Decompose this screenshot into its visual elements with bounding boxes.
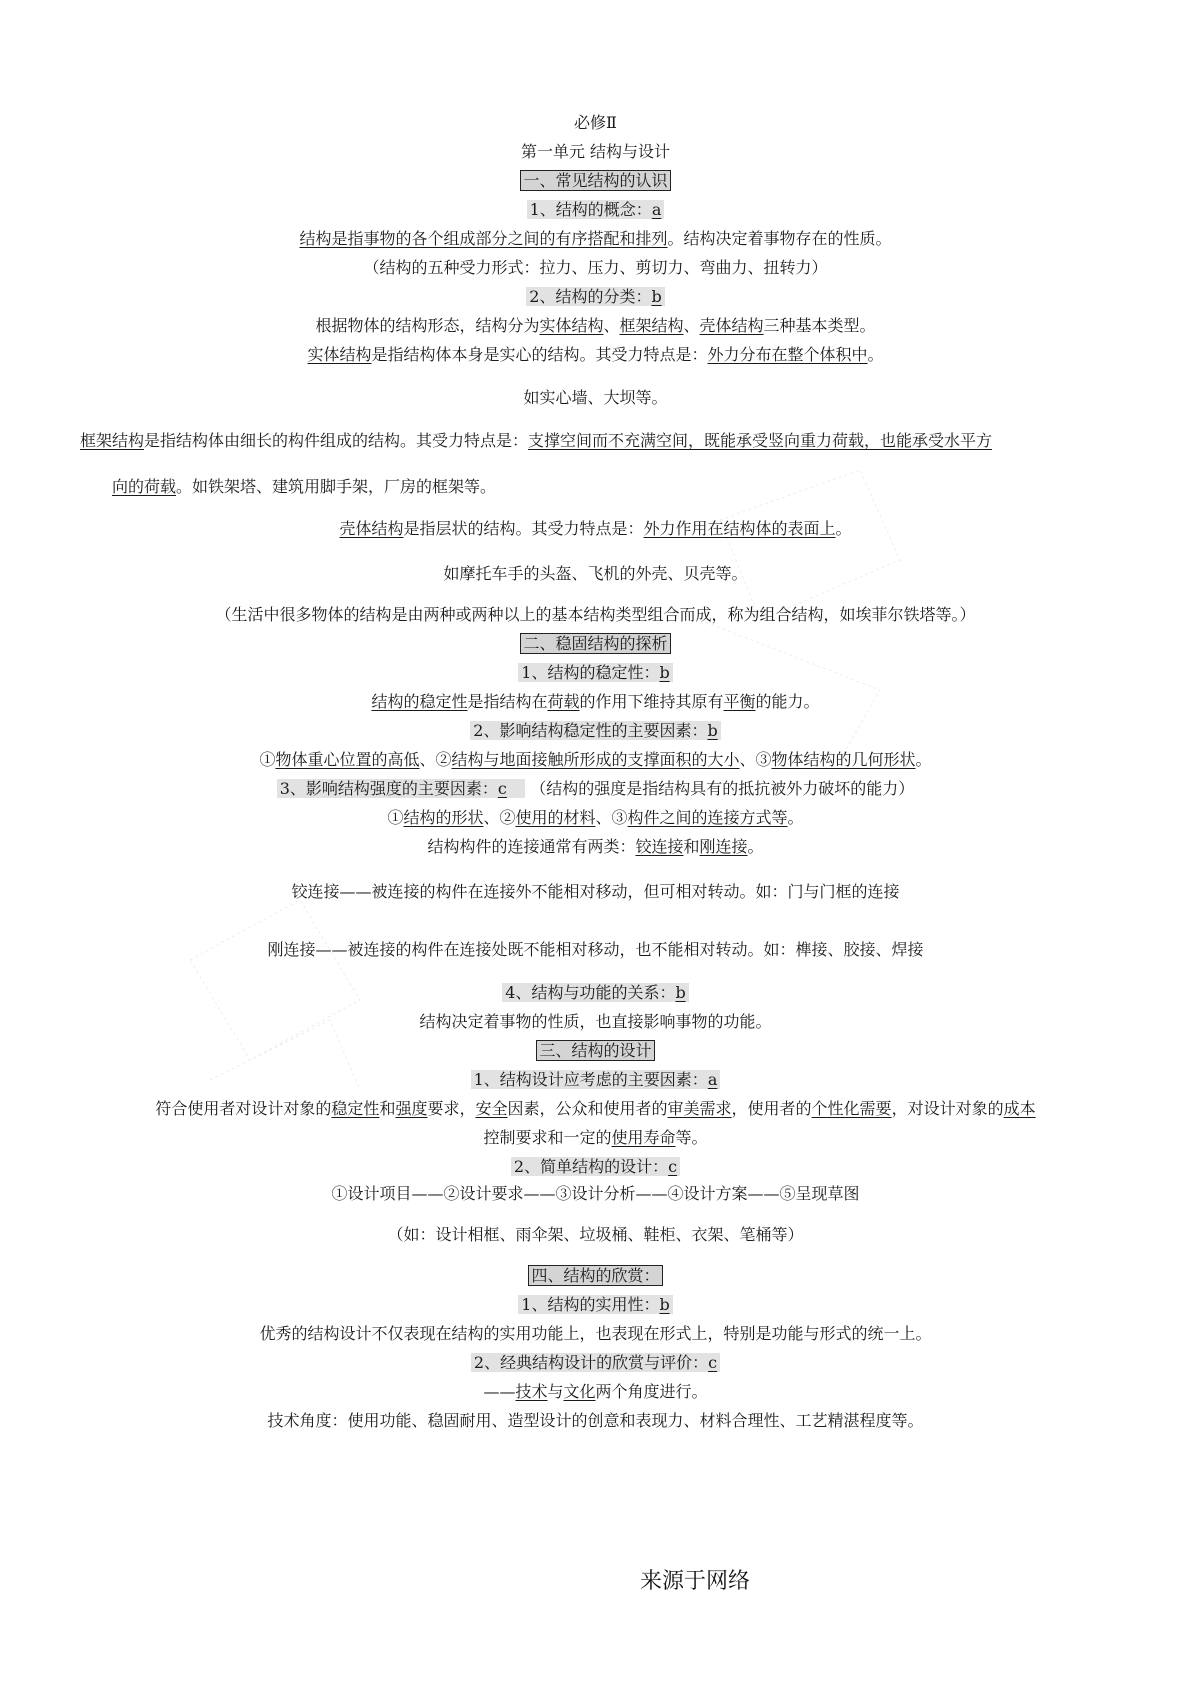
s2-item3-heading: 3、影响结构强度的主要因素：c （结构的强度是指结构具有的抵抗被外力破坏的能力） bbox=[0, 778, 1191, 800]
s1-forces: （结构的五种受力形式：拉力、压力、剪切力、弯曲力、扭转力） bbox=[363, 258, 828, 277]
s2-item4-heading: 4、结构与功能的关系：b bbox=[0, 982, 1191, 1004]
s2-strength-factors: ①结构的形状、②使用的材料、③构件之间的连接方式等。 bbox=[387, 808, 804, 827]
section4-heading: 四、结构的欣赏： bbox=[0, 1265, 1191, 1287]
s1-item2-heading: 2、结构的分类：b bbox=[0, 286, 1191, 308]
s4-practicality: 优秀的结构设计不仅表现在结构的实用功能上，也表现在形式上，特别是功能与形式的统一上。 bbox=[259, 1324, 932, 1343]
s3-design-factors-cont: 控制要求和一定的使用寿命等。 bbox=[483, 1128, 708, 1147]
level-badge: b bbox=[659, 663, 670, 682]
s2-hinge-connection: 铰连接——被连接的构件在连接外不能相对移动，但可相对转动。如：门与门框的连接 bbox=[291, 882, 900, 901]
s4-angles: ——技术与文化两个角度进行。 bbox=[483, 1382, 708, 1401]
level-badge: c bbox=[497, 779, 507, 798]
s3-design-steps: ①设计项目——②设计要求——③设计分析——④设计方案——⑤呈现草图 bbox=[331, 1184, 860, 1203]
level-badge: a bbox=[707, 1070, 718, 1089]
s4-technical-angle: 技术角度：使用功能、稳固耐用、造型设计的创意和表现力、材料合理性、工艺精湛程度等。 bbox=[267, 1411, 924, 1430]
s2-item2-heading: 2、影响结构稳定性的主要因素：b bbox=[0, 720, 1191, 742]
s2-stability-factors: ①物体重心位置的高低、②结构与地面接触所形成的支撑面积的大小、③物体结构的几何形状。 bbox=[259, 750, 932, 769]
level-badge: b bbox=[707, 721, 718, 740]
s3-design-examples: （如：设计相框、雨伞架、垃圾桶、鞋柜、衣架、笔桶等） bbox=[387, 1225, 804, 1244]
s2-rigid-connection: 刚连接——被连接的构件在连接处既不能相对移动，也不能相对转动。如：榫接、胶接、焊接 bbox=[267, 940, 924, 959]
section1-heading: 一、常见结构的认识 bbox=[0, 170, 1191, 192]
s3-item1-heading: 1、结构设计应考虑的主要因素：a bbox=[0, 1069, 1191, 1091]
section3-heading: 三、结构的设计 bbox=[0, 1040, 1191, 1062]
s1-shell-structure: 壳体结构是指层状的结构。其受力特点是：外力作用在结构体的表面上。 bbox=[339, 519, 852, 538]
level-badge: c bbox=[668, 1157, 678, 1176]
s3-design-factors: 符合使用者对设计对象的稳定性和强度要求，安全因素，公众和使用者的审美需求，使用者的个性化需要，对设计对象的成本 bbox=[155, 1099, 1036, 1118]
s2-stability-definition: 结构的稳定性是指结构在荷载的作用下维持其原有平衡的能力。 bbox=[371, 692, 820, 711]
s1-shell-example: 如摩托车手的头盔、飞机的外壳、贝壳等。 bbox=[443, 564, 748, 583]
s2-function-relation: 结构决定着事物的性质，也直接影响事物的功能。 bbox=[419, 1012, 772, 1031]
s4-item2-heading: 2、经典结构设计的欣赏与评价：c bbox=[0, 1352, 1191, 1374]
level-badge: c bbox=[708, 1353, 718, 1372]
s1-solid-structure: 实体结构是指结构体本身是实心的结构。其受力特点是：外力分布在整个体积中。 bbox=[307, 345, 884, 364]
s2-connection-types: 结构构件的连接通常有两类：铰连接和刚连接。 bbox=[427, 837, 764, 856]
level-badge: a bbox=[651, 200, 662, 219]
s1-classification: 根据物体的结构形态，结构分为实体结构、框架结构、壳体结构三种基本类型。 bbox=[315, 316, 876, 335]
s1-item1-heading: 1、结构的概念：a bbox=[0, 199, 1191, 221]
s3-item2-heading: 2、简单结构的设计：c bbox=[0, 1156, 1191, 1178]
s1-frame-structure: 框架结构是指结构体由细长的构件组成的结构。其受力特点是：支撑空间而不充满空间，既能承受竖向重力荷载，也能承受水平方 bbox=[80, 431, 993, 450]
section2-heading: 二、稳固结构的探析 bbox=[0, 633, 1191, 655]
level-badge: b bbox=[659, 1295, 670, 1314]
level-badge: b bbox=[675, 983, 686, 1002]
unit-title: 第一单元 结构与设计 bbox=[520, 142, 671, 161]
s4-item1-heading: 1、结构的实用性：b bbox=[0, 1294, 1191, 1316]
s1-definition: 结构是指事物的各个组成部分之间的有序搭配和排列。结构决定着事物存在的性质。 bbox=[299, 229, 892, 248]
source-footer: 来源于网络 bbox=[640, 1569, 751, 1594]
s2-item1-heading: 1、结构的稳定性：b bbox=[0, 662, 1191, 684]
s1-frame-structure-cont: 向的荷载。如铁架塔、建筑用脚手架，厂房的框架等。 bbox=[112, 477, 497, 496]
s1-combined-structure: （生活中很多物体的结构是由两种或两种以上的基本结构类型组合而成，称为组合结构，如埃菲尔铁塔等。） bbox=[215, 605, 976, 624]
book-title: 必修Ⅱ bbox=[574, 113, 617, 132]
level-badge: b bbox=[651, 287, 662, 306]
s1-solid-example: 如实心墙、大坝等。 bbox=[523, 388, 668, 407]
